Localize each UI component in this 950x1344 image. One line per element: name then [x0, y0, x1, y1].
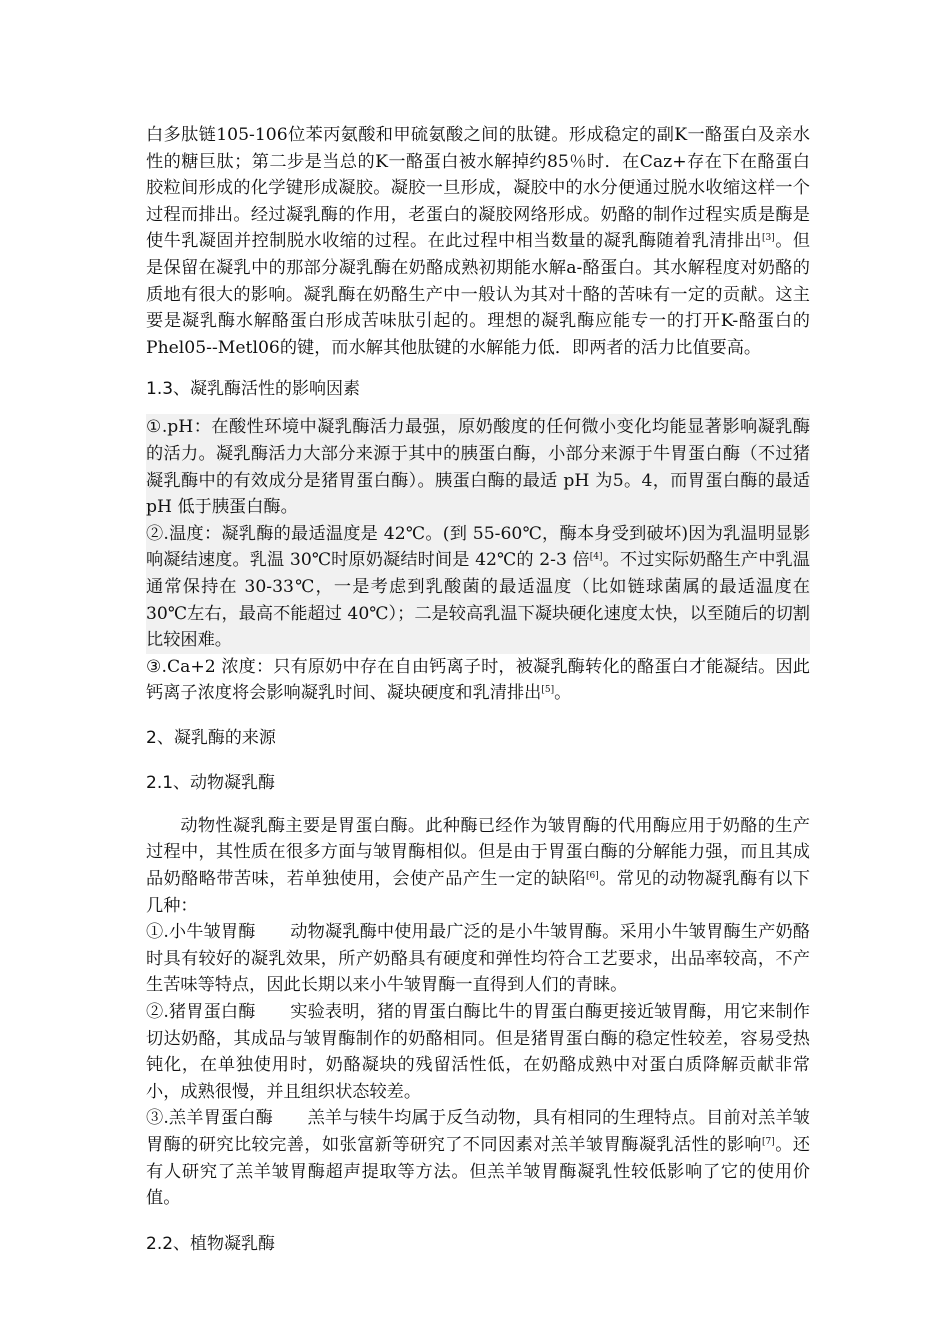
factor-ph: ①.pH：在酸性环境中凝乳酶活力最强，原奶酸度的任何微小变化均能显著影响凝乳酶的活力。凝乳酶活力大部分来源于其中的胰蛋白酶，小部分来源于牛胃蛋白酶（不过猪凝乳酶中的有效成分是猪胃蛋白酶）。胰蛋白酶的最适 pH 为5。4，而胃蛋白酶的最适 pH 低于胰蛋白酶。	[146, 417, 810, 518]
intro-paragraph-text: 白多肽链105-106位苯丙氨酸和甲硫氨酸之间的肽键。形成稳定的副K一酪蛋白及亲水性的糖巨肽；第二步是当总的K一酪蛋白被水解掉约85％时．在Caz+存在下在酪蛋白胶粒间形成的化学键形成凝胶。凝胶一旦形成，凝胶中的水分便通过脱水收缩这样一个过程而排出。经过凝乳酶的作用，老蛋白的凝胶网络形成。奶酪的制作过程实质是酶是使牛乳凝固并控制脱水收缩的过程。在此过程中相当数量的凝乳酶随着乳清排出	[146, 125, 810, 252]
section-1-3-factors	[146, 414, 810, 653]
factor-calcium-text-continued: 。	[554, 683, 572, 704]
citation-5: [5]	[541, 685, 555, 696]
intro-paragraph-text-continued: 。但是保留在凝乳中的那部分凝乳酶在奶酪成熟初期能水解a-酪蛋白。其水解程度对奶酪的质地有很大的影响。凝乳酶在奶酪生产中一般认为其对十酪的苦味有一定的贡献。这主要是凝乳酶水解酪蛋白形成苦味肽引起的。理想的凝乳酶应能专一的打开K-酪蛋白的Phel05--Metl06的键，而水解其他肽键的水解能力低．即两者的活力比值要高。	[146, 231, 810, 358]
calf-rennet-item: ①.小牛皱胃酶 动物凝乳酶中使用最广泛的是小牛皱胃酶。采用小牛皱胃酶生产奶酪时具有较好的凝乳效果，所产奶酪具有硬度和弹性均符合工艺要求，出品率较高，不产生苦味等特点，因此长期以来小牛皱胃酶一直得到人们的青睐。	[146, 922, 810, 996]
section-2-1-heading: 2.1、动物凝乳酶	[146, 772, 276, 793]
lamb-pepsin-text: ③.羔羊胃蛋白酶 羔羊与犊牛均属于反刍动物，具有相同的生理特点。目前对羔羊皱胃酶的研究比较完善，如张富新等研究了不同因素对羔羊皱胃酶凝乳活性的影响	[146, 1108, 810, 1155]
section-2-2-heading: 2.2、植物凝乳酶	[146, 1233, 276, 1254]
lamb-pepsin-text-continued: 。还有人研究了羔羊皱胃酶超声提取等方法。但羔羊皱胃酶凝乳性较低影响了它的使用价值。	[146, 1135, 810, 1209]
factor-calcium	[146, 654, 810, 707]
citation-7: [7]	[762, 1137, 775, 1147]
animal-rennet-intro-text: 动物性凝乳酶主要是胃蛋白酶。此种酶已经作为皱胃酶的代用酶应用于奶酪的生产过程中，其性质在很多方面与皱胃酶相似。但是由于胃蛋白酶的分解能力强，而且其成品奶酪略带苦味，若单独使用，会使产品产生一定的缺陷	[146, 815, 810, 890]
animal-rennet-intro	[146, 813, 810, 919]
animal-rennet-intro-text-continued: 。常见的动物凝乳酶有以下几种：	[146, 869, 810, 916]
citation-6: [6]	[586, 871, 599, 882]
section-1-3-heading: 1.3、凝乳酶活性的影响因素	[146, 379, 361, 400]
intro-paragraph	[146, 122, 810, 361]
factor-temperature-text: ②.温度：凝乳酶的最适温度是 42℃。(到 55-60℃，酶本身受到破坏)因为乳温明显影响凝结速度。乳温 30℃时原奶凝结时间是 42℃的 2-3 倍	[146, 523, 810, 571]
factor-temperature-text-continued: 。不过实际奶酪生产中乳温通常保持在 30-33℃，一是考虑到乳酸菌的最适温度（比如链球菌属的最适温度在 30℃左右，最高不能超过 40℃）；二是较高乳温下凝块硬化速度太快，以至随后的切割比较困难。	[146, 550, 810, 651]
document-body	[146, 122, 810, 1257]
pig-pepsin-item: ②.猪胃蛋白酶 实验表明，猪的胃蛋白酶比牛的胃蛋白酶更接近皱胃酶，用它来制作切达奶酪，其成品与皱胃酶制作的奶酪相同。但是猪胃蛋白酶的稳定性较差，容易受热钝化，在单独使用时，奶酪凝块的残留活性低，在奶酪成熟中对蛋白质降解贡献非常小，成熟很慢，并且组织状态较差。	[146, 1002, 810, 1102]
citation-4: [4]	[589, 552, 603, 563]
factor-calcium-text: ③.Ca+2 浓度：只有原奶中存在自由钙离子时，被凝乳酶转化的酪蛋白才能凝结。因此钙离子浓度将会影响凝乳时间、凝块硬度和乳清排出	[146, 656, 810, 704]
factor-temperature	[146, 521, 810, 654]
lamb-pepsin-item	[146, 1105, 810, 1211]
section-2-heading: 2、凝乳酶的来源	[146, 727, 276, 748]
citation-3: [3]	[762, 233, 775, 244]
